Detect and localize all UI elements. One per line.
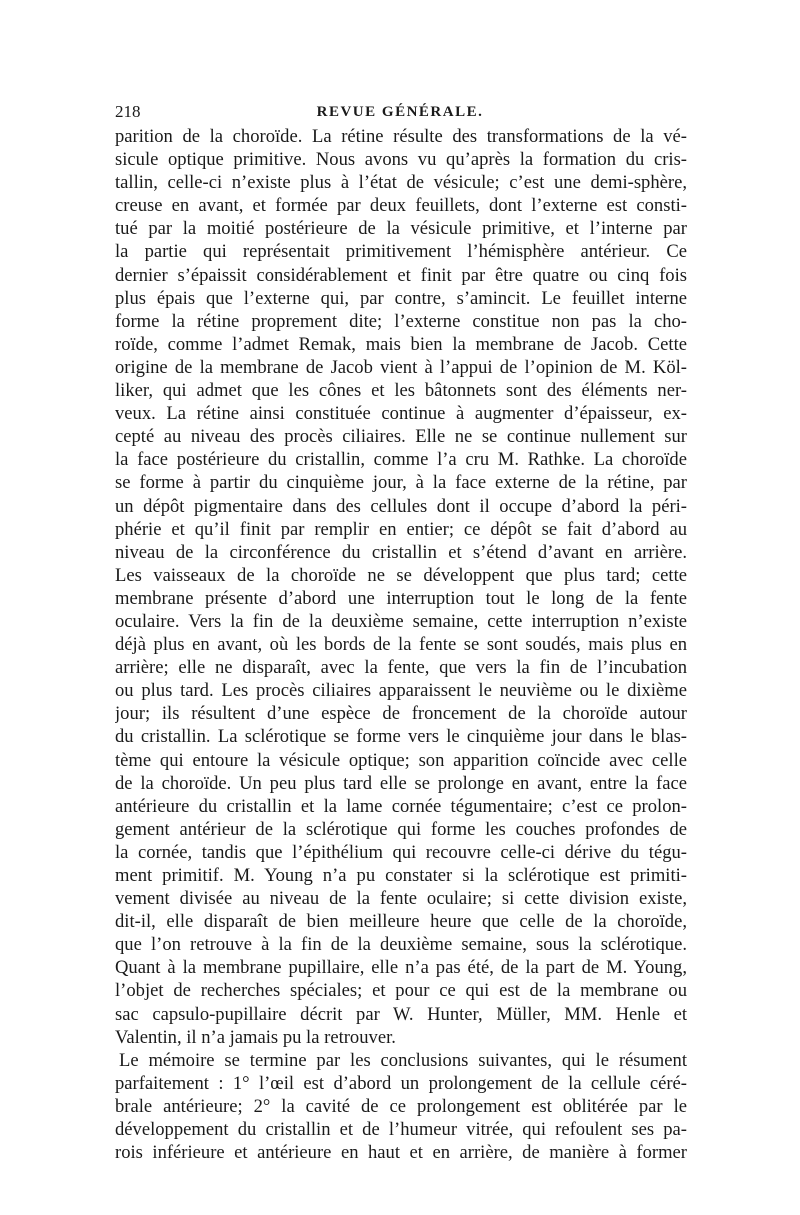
text-line: que l’on retrouve à la fin de la deuxième semaine, sous la sclérotique. <box>115 934 687 956</box>
text-line: vement divisée au niveau de la fente oculaire; si cette division existe, <box>115 888 687 910</box>
text-line: Valentin, il n’a jamais pu la retrouver. <box>115 1026 396 1048</box>
text-line: ment primitif. M. Young n’a pu constater si la sclérotique est primiti- <box>115 865 687 886</box>
text-line: parfaitement : 1° l’œil est d’abord un prolongement de la cellule céré- <box>115 1072 687 1094</box>
page-number: 218 <box>115 102 141 121</box>
text-line: un dépôt pigmentaire dans des cellules dont il occupe d’abord la péri- <box>115 495 687 517</box>
text-line: la cornée, tandis que l’épithélium qui recouvre celle-ci dérive du tégu- <box>115 841 687 863</box>
text-line: origine de la membrane de Jacob vient à l’appui de l’opinion de M. Köl- <box>115 356 687 378</box>
text-line: plus épais que l’externe qui, par contre, s’amincit. Le feuillet interne <box>115 287 687 309</box>
text-line: arrière; elle ne disparaît, avec la fente, que vers la fin de l’incubation <box>115 657 687 679</box>
text-line: dit-il, elle disparaît de bien meilleure heure que celle de la choroïde, <box>115 911 687 933</box>
page-header <box>115 100 685 124</box>
text-line: roïde, comme l’admet Remak, mais bien la membrane de Jacob. Cette <box>115 333 687 355</box>
text-line: l’objet de recherches spéciales; et pour ce qui est de la membrane ou <box>115 980 687 1002</box>
text-line: niveau de la circonférence du cristallin et s’étend d’avant en arrière. <box>115 541 687 563</box>
text-line: jour; ils résultent d’une espèce de froncement de la choroïde autour <box>115 703 687 725</box>
text-line: sicule optique primitive. Nous avons vu qu’après la formation du cris- <box>115 149 687 171</box>
text-line: la face postérieure du cristallin, comme l’a cru M. Rathke. La choroïde <box>115 449 687 471</box>
text-line: veux. La rétine ainsi constituée continue à augmenter d’épaisseur, ex- <box>115 403 687 425</box>
text-line: la partie qui représentait primitivement l’hémisphère antérieur. Ce <box>115 241 687 263</box>
text-line: développement du cristallin et de l’humeur vitrée, qui refoulent ses pa- <box>115 1119 687 1141</box>
text-line: antérieure du cristallin et la lame cornée tégumentaire; c’est ce prolon- <box>115 795 687 817</box>
text-line: cepté au niveau des procès ciliaires. Elle ne se continue nullement sur <box>115 426 687 448</box>
text-line: ou plus tard. Les procès ciliaires apparaissent le neuvième ou le dixième <box>115 680 687 702</box>
text-line: de la choroïde. Un peu plus tard elle se prolonge en avant, entre la face <box>115 772 687 794</box>
text-line: oculaire. Vers la fin de la deuxième semaine, cette interruption n’existe <box>115 610 687 632</box>
text-line: Le mémoire se termine par les conclusions suivantes, qui le résument <box>119 1049 687 1071</box>
text-line: rois inférieure et antérieure en haut et en arrière, de manière à former <box>115 1142 687 1164</box>
text-line: liker, qui admet que les cônes et les bâtonnets sont des éléments ner- <box>115 380 687 402</box>
text-line: dernier s’épaissit considérablement et finit par être quatre ou cinq fois <box>115 264 687 286</box>
text-line: gement antérieur de la sclérotique qui forme les couches profondes de <box>115 818 687 840</box>
text-line: tème qui entoure la vésicule optique; son apparition coïncide avec celle <box>115 749 687 771</box>
text-line: se forme à partir du cinquième jour, à la face externe de la rétine, par <box>115 472 687 494</box>
text-line: forme la rétine proprement dite; l’externe constitue non pas la cho- <box>115 310 687 332</box>
text-line: déjà plus en avant, où les bords de la fente se sont soudés, mais plus en <box>115 634 687 656</box>
text-line: phérie et qu’il finit par remplir en entier; ce dépôt se fait d’abord au <box>115 518 687 540</box>
text-line: membrane présente d’abord une interruption tout le long de la fente <box>115 587 687 609</box>
text-line: creuse en avant, et formée par deux feuillets, dont l’externe est consti- <box>115 195 687 217</box>
text-line: parition de la choroïde. La rétine résulte des transformations de la vé- <box>115 126 687 147</box>
text-line: Quant à la membrane pupillaire, elle n’a pas été, de la part de M. Young, <box>115 957 687 979</box>
text-line: sac capsulo-pupillaire décrit par W. Hunter, Müller, MM. Henle et <box>115 1003 687 1025</box>
text-line: tallin, celle-ci n’existe plus à l’état de vésicule; c’est une demi-sphère, <box>115 172 687 194</box>
body-text <box>115 125 687 1164</box>
running-head: REVUE GÉNÉRALE. <box>316 104 484 120</box>
text-line: brale antérieure; 2° la cavité de ce prolongement est oblitérée par le <box>115 1095 687 1117</box>
text-line: Les vaisseaux de la choroïde ne se développent que plus tard; cette <box>115 564 687 586</box>
text-line: tué par la moitié postérieure de la vésicule primitive, et l’interne par <box>115 218 687 240</box>
text-line: du cristallin. La sclérotique se forme vers le cinquième jour dans le blas- <box>115 726 687 748</box>
